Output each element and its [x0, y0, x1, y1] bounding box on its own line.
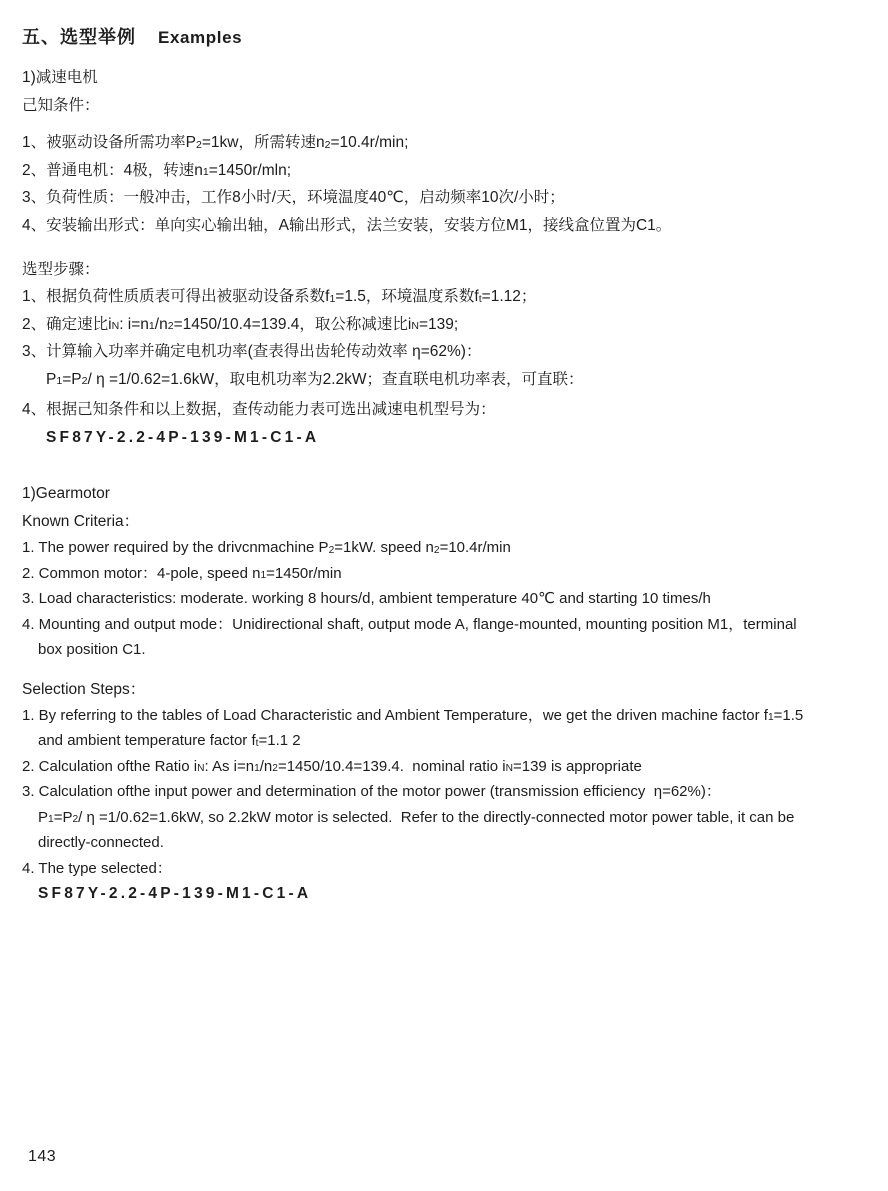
cn-selection-steps-heading: 选型步骤：	[22, 261, 100, 278]
en-selected-type-code: SF87Y-2.2-4P-139-M1-C1-A	[38, 885, 312, 902]
cn-known-criteria-heading: 己知条件：	[22, 97, 100, 114]
chinese-section	[22, 65, 866, 451]
cn-known-item-2: 2、普通电机：4极，转速$n_1=1450r$/mln;	[22, 161, 292, 179]
en-known-item-4: 4. Mounting and output mode：Unidirectional shaft, output mode A, flange-mounted, mounting position M1，terminal box position C1.	[22, 615, 797, 658]
cn-known-item-4: 4、安装输出形式：单向实心输出轴，A输出形式，法兰安装，安装方位M1，接线盒位置为C1。	[22, 216, 672, 234]
page-title	[22, 24, 866, 51]
en-known-item-2: 2. Common motor：4-pole, speed $n_1=1450r/\min$	[22, 564, 342, 582]
page-title-zh: 五、选型举例	[22, 27, 136, 47]
en-known-item-1: 1. The power required by the drivcnmachine $P_2=1kW$. speed $n_2=10.4r/\min$	[22, 539, 511, 556]
page-number: 143	[28, 1148, 57, 1165]
cn-step-3-formula: $P_1=P_2/$ η =1/0.62=1.6kW，取电机功率为2.2kW；查直联电机功率表，可直联：	[46, 370, 584, 388]
cn-step-3: 3、计算输入功率并确定电机功率(查表得出齿轮传动效率 η=62%)：	[22, 343, 482, 360]
cn-section-heading: 1)减速电机	[22, 69, 98, 86]
cn-known-item-3: 3、负荷性质：一般冲击，工作8小时/天，环境温度40℃，启动频率10次/小时；	[22, 189, 565, 206]
en-section-heading: 1)Gearmotor	[22, 485, 110, 502]
en-known-item-3: 3. Load characteristics: moderate. working 8 hours/d, ambient temperature 40℃ and starting 10 times/h	[22, 590, 711, 607]
en-step-3: 3. Calculation ofthe input power and determination of the motor power (transmission efficiency η=62%)：	[22, 783, 721, 800]
en-selection-steps-heading: Selection Steps：	[22, 680, 146, 698]
cn-selected-type-code: SF87Y-2.2-4P-139-M1-C1-A	[46, 428, 320, 446]
cn-step-4: 4、根据己知条件和以上数据，查传动能力表可选出减速电机型号为：	[22, 401, 496, 418]
cn-step-2: 2、确定速比$i_N$: $i=n_1/n_2=1450/10.4=139.4$，取公称减速比$i_N=139$;	[22, 315, 459, 333]
en-step-4: 4. The type selected：	[22, 859, 172, 877]
english-section	[22, 481, 866, 907]
en-known-criteria-heading: Known Criteria：	[22, 513, 140, 530]
en-step-3-formula: $P_1=P_2/$ η =1/0.62=1.6kW, so 2.2kW motor is selected. Refer to the directly-connected motor power table, it can be directly-connected.	[38, 808, 795, 851]
cn-step-1: 1、根据负荷性质质表可得出被驱动设备系数$f_1=1.5$，环境温度系数$f_t=1.12$；	[22, 288, 537, 305]
en-step-2: 2. Calculation ofthe Ratio $i_N$: As $i=n_1/n_2=1450/10.4=139.4$. nominal ratio $i_N=139$ is appropriate	[22, 757, 642, 775]
page-title-en: Examples	[158, 28, 243, 47]
en-step-1: 1. By referring to the tables of Load Characteristic and Ambient Temperature，we get the driven machine factor $f_1=1.5$ and ambient temperature factor $f_t=1.1$ 2	[22, 706, 804, 749]
cn-known-item-1: 1、被驱动设备所需功率$P_2=1kw$，所需转速$n_2=10.4r/\min$;	[22, 134, 409, 151]
